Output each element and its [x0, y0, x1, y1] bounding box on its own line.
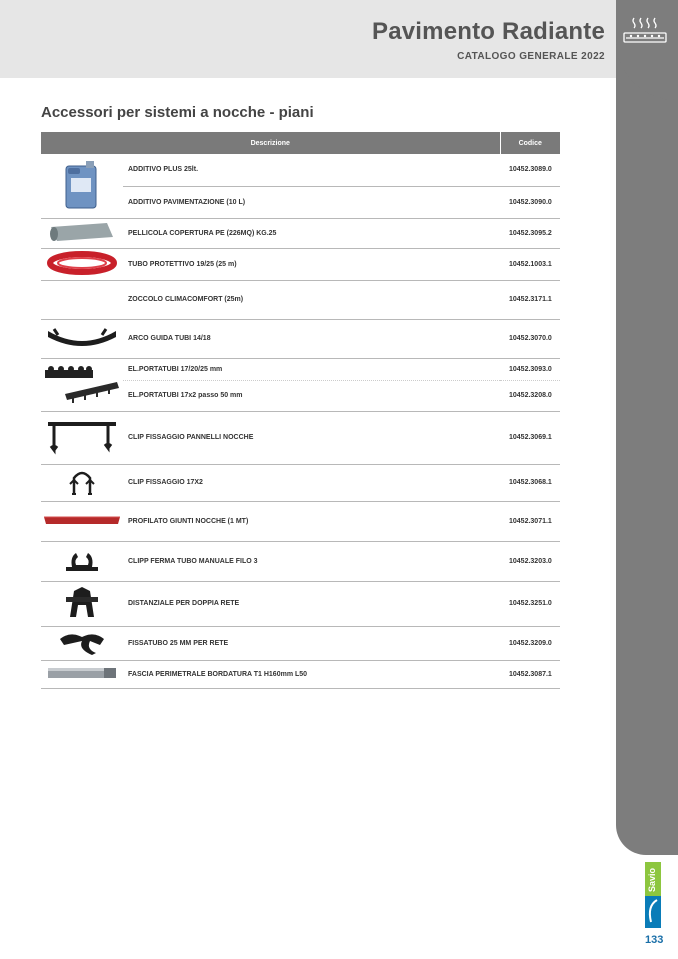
table-row	[41, 660, 560, 688]
table-row	[41, 218, 560, 248]
row-description: ARCO GUIDA TUBI 14/18	[123, 319, 500, 358]
pipe-guide-arc-icon	[44, 325, 120, 351]
row-code: 10452.3087.1	[500, 660, 560, 688]
table-header-row	[41, 132, 560, 154]
column-header-code: Codice	[500, 132, 560, 154]
row-image-cell	[41, 626, 123, 660]
row-image-cell	[41, 660, 123, 688]
row-description: ADDITIVO PAVIMENTAZIONE (10 L)	[123, 186, 500, 218]
page-number: 133	[645, 934, 664, 946]
row-description: CLIPP FERMA TUBO MANUALE FILO 3	[123, 541, 500, 581]
row-description: CLIP FISSAGGIO PANNELLI NOCCHE	[123, 411, 500, 464]
row-image-cell	[41, 501, 123, 541]
section-title: Accessori per sistemi a nocche - piani	[41, 104, 314, 121]
perimeter-strip-icon	[46, 666, 118, 680]
table-row	[41, 626, 560, 660]
table-row	[41, 501, 560, 541]
table-row	[41, 464, 560, 501]
page-title: Pavimento Radiante	[372, 18, 605, 45]
table-row	[41, 319, 560, 358]
row-image-cell	[41, 218, 123, 248]
row-image-cell	[41, 411, 123, 464]
panel-clip-icon	[44, 419, 120, 455]
table-row	[41, 541, 560, 581]
row-code: 10452.3093.0	[500, 358, 560, 380]
row-image-cell	[41, 358, 123, 411]
row-description: PELLICOLA COPERTURA PE (226MQ) KG.25	[123, 218, 500, 248]
row-code: 10452.3090.0	[500, 186, 560, 218]
savio-logo	[645, 862, 661, 928]
row-description: EL.PORTATUBI 17x2 passo 50 mm	[123, 380, 500, 411]
pipe-fastener-icon	[56, 629, 108, 655]
table-row	[41, 358, 560, 380]
row-code: 10452.3209.0	[500, 626, 560, 660]
row-code: 10452.3068.1	[500, 464, 560, 501]
row-code: 10452.3203.0	[500, 541, 560, 581]
row-description: ADDITIVO PLUS 25lt.	[123, 154, 500, 186]
row-code: 10452.1003.1	[500, 248, 560, 280]
row-description: PROFILATO GIUNTI NOCCHE (1 MT)	[123, 501, 500, 541]
row-image-cell	[41, 581, 123, 626]
row-description: EL.PORTATUBI 17/20/25 mm	[123, 358, 500, 380]
row-image-cell	[41, 280, 123, 319]
page-subtitle: CATALOGO GENERALE 2022	[457, 51, 605, 62]
row-code: 10452.3171.1	[500, 280, 560, 319]
table-row	[41, 280, 560, 319]
row-code: 10452.3071.1	[500, 501, 560, 541]
double-mesh-spacer-icon	[62, 583, 102, 623]
row-description: DISTANZIALE PER DOPPIA RETE	[123, 581, 500, 626]
brand-name: Savio	[647, 867, 657, 892]
row-description: TUBO PROTETTIVO 19/25 (25 m)	[123, 248, 500, 280]
row-code: 10452.3069.1	[500, 411, 560, 464]
table-row	[41, 248, 560, 280]
row-code: 10452.3095.2	[500, 218, 560, 248]
row-description: FASCIA PERIMETRALE BORDATURA T1 H160mm L50	[123, 660, 500, 688]
row-code: 10452.3070.0	[500, 319, 560, 358]
row-image-cell	[41, 464, 123, 501]
side-band	[616, 0, 678, 855]
row-code: 10452.3089.0	[500, 154, 560, 186]
row-image-cell	[41, 319, 123, 358]
row-description: ZOCCOLO CLIMACOMFORT (25m)	[123, 280, 500, 319]
row-description: CLIP FISSAGGIO 17X2	[123, 464, 500, 501]
row-code: 10452.3208.0	[500, 380, 560, 411]
row-image-cell	[41, 248, 123, 280]
pipe-clip-17x2-icon	[62, 466, 102, 498]
product-table	[41, 132, 560, 689]
canister-icon	[62, 160, 102, 210]
joint-profile-icon	[42, 514, 122, 526]
radiant-floor-icon	[622, 16, 668, 46]
red-pipe-coil-icon	[46, 251, 118, 275]
row-image-cell	[41, 154, 123, 218]
column-header-description: Descrizione	[41, 132, 500, 154]
pipe-holder-strip-icon	[43, 364, 121, 404]
row-image-cell	[41, 541, 123, 581]
logo-blue-block	[645, 896, 661, 928]
table-row	[41, 154, 560, 186]
row-description: FISSATUBO 25 MM PER RETE	[123, 626, 500, 660]
film-roll-icon	[47, 221, 117, 243]
pipe-stop-clip-icon	[62, 545, 102, 575]
table-row	[41, 581, 560, 626]
logo-swoosh-icon	[645, 896, 661, 928]
table-row	[41, 411, 560, 464]
row-code: 10452.3251.0	[500, 581, 560, 626]
